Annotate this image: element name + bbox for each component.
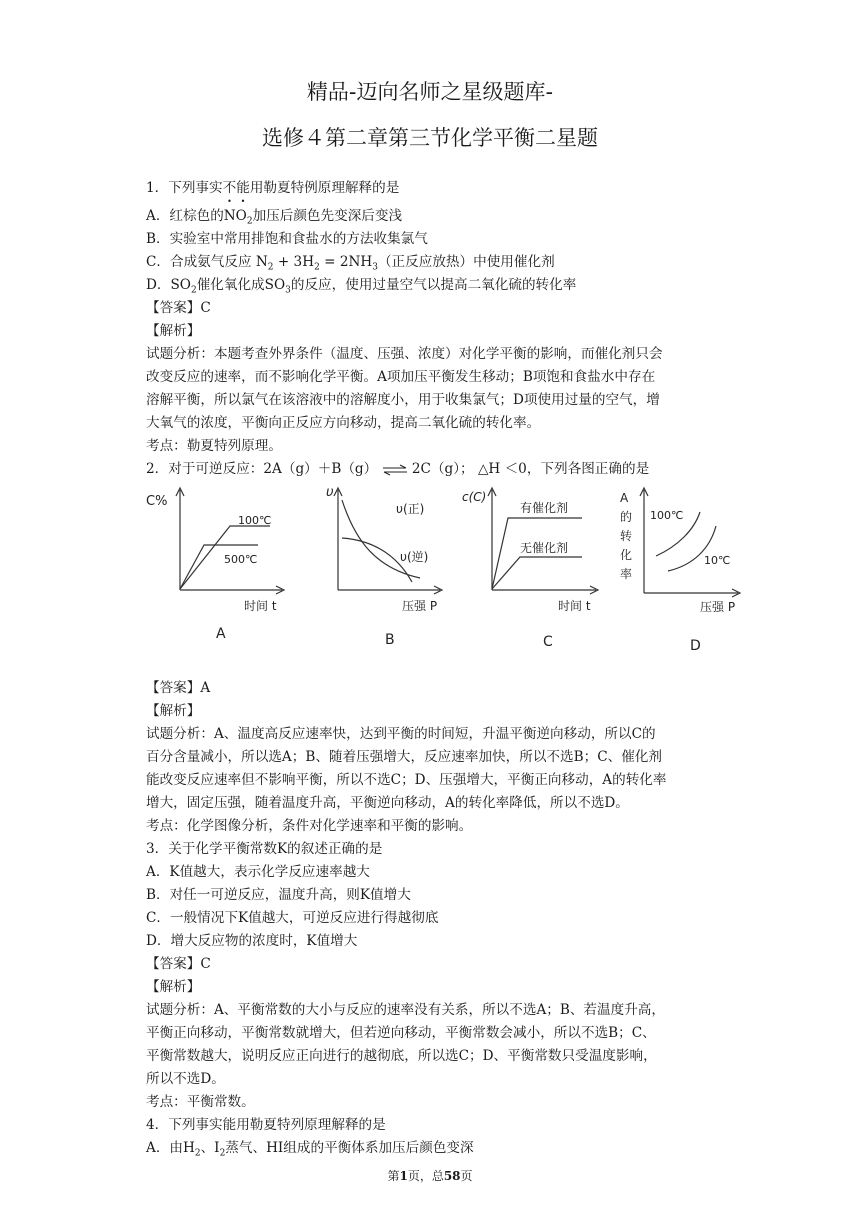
emphasis-dot: 能 xyxy=(236,180,250,196)
fig-d-ylabel: 转 xyxy=(620,529,633,543)
q1-analysis-line: 大氧气的浓度，平衡向正反应方向移动，提高二氧化硫的转化率。 xyxy=(146,415,541,431)
fig-c-label-cat: 有催化剂 xyxy=(520,501,569,515)
document-title: 精品-迈向名师之星级题库- xyxy=(306,80,554,104)
fig-d-ylabel: A xyxy=(620,491,629,505)
fig-b-caption: B xyxy=(385,632,395,648)
q3-option-d: D．增大反应物的浓度时，K值增大 xyxy=(146,933,358,949)
q3-analysis-line: 所以不选D。 xyxy=(146,1071,225,1087)
q1-option-b: B．实验室中常用排饱和食盐水的方法收集氯气 xyxy=(146,231,428,247)
fig-c-ylabel: c(C) xyxy=(462,490,487,504)
fig-c-label-nocat: 无催化剂 xyxy=(520,541,569,555)
fig-a-caption: A xyxy=(216,626,226,642)
q2-analysis-line: 能改变反应速率但不影响平衡，所以不选C；D、压强增大，平衡正向移动，A的转化率 xyxy=(146,772,667,788)
emphasis-dot: 不 xyxy=(222,180,237,196)
q3-option-a: A．K值越大，表示化学反应速率越大 xyxy=(146,864,370,880)
page-number: 1 xyxy=(399,1169,408,1183)
q1-analysis-line: 改变反应的速率，而不影响化学平衡。A项加压平衡发生移动；B项饱和食盐水中存在 xyxy=(146,369,656,385)
fig-a-label-100: 100℃ xyxy=(238,514,272,527)
q2-stem: 2．对于可逆反应：2A（g）＋B（g） 2C（g）； △H ＜0，下列各图正确的是 xyxy=(146,461,650,477)
q2-analysis-tag: 【解析】 xyxy=(146,703,201,719)
fig-b-xlabel: 压强 P xyxy=(402,599,438,613)
fig-d-ylabel: 的 xyxy=(620,510,633,524)
page-total: 58 xyxy=(443,1169,461,1183)
q1-analysis-line: 试题分析：本题考查外界条件（温度、压强、浓度）对化学平衡的影响，而催化剂只会 xyxy=(146,346,663,362)
figure-d xyxy=(620,488,740,654)
fig-d-label-10: 10℃ xyxy=(704,554,731,567)
q3-answer: 【答案】C xyxy=(146,956,211,972)
q3-point: 考点：平衡常数。 xyxy=(146,1094,255,1110)
q2-analysis-line: 增大，固定压强，随着温度升高，平衡逆向移动，A的转化率降低，所以不选D。 xyxy=(146,795,629,811)
fig-c-curve-nocat xyxy=(492,557,582,589)
fig-a-label-500: 500℃ xyxy=(224,553,258,566)
q2-answer: 【答案】A xyxy=(146,680,211,696)
q1-point: 考点：勒夏特列原理。 xyxy=(146,438,282,454)
fig-b-ylabel: υ xyxy=(326,485,334,500)
fig-d-label-100: 100℃ xyxy=(650,509,684,522)
figure-b xyxy=(326,485,442,648)
figure-a xyxy=(146,488,284,642)
q3-stem: 3．关于化学平衡常数K的叙述正确的是 xyxy=(146,841,383,857)
q1-analysis-line: 溶解平衡，所以氯气在该溶液中的溶解度小，用于收集氯气；D项使用过量的空气，增 xyxy=(146,392,660,408)
fig-a-curve-500 xyxy=(180,545,258,589)
q3-analysis-line: 试题分析：A、平衡常数的大小与反应的速率没有关系，所以不选A；B、若温度升高， xyxy=(146,1002,665,1018)
fig-b-label-reverse: υ(逆) xyxy=(400,550,429,564)
q3-analysis-line: 平衡正向移动，平衡常数就增大，但若逆向移动，平衡常数会减小，所以不选B；C、 xyxy=(146,1025,656,1041)
fig-d-caption: D xyxy=(690,638,701,654)
q1-option-c: C．合成氨气反应 $N_2 + 3H_2 = 2NH_3$（正反应放热）中使用催化剂 xyxy=(146,254,555,273)
q2-analysis-line: 试题分析：A、温度高反应速率快，达到平衡的时间短，升温平衡逆向移动，所以C的 xyxy=(146,726,656,742)
q2-point: 考点：化学图像分析，条件对化学速率和平衡的影响。 xyxy=(146,818,473,834)
q3-option-c: C．一般情况下K值越大，可逆反应进行得越彻底 xyxy=(146,910,439,926)
fig-a-xlabel: 时间 t xyxy=(244,599,277,613)
document-subtitle: 选修４第二章第三节化学平衡二星题 xyxy=(262,126,598,150)
fig-c-caption: C xyxy=(543,634,553,650)
fig-a-ylabel: C% xyxy=(146,494,168,509)
q3-analysis-tag: 【解析】 xyxy=(146,979,201,995)
fig-b-label-forward: υ(正) xyxy=(396,502,425,516)
q1-option-d: D．$SO_2$催化氧化成$SO_3$的反应，使用过量空气以提高二氧化硫的转化率 xyxy=(146,277,577,296)
q4-option-a: A．由$H_2$、$I_2$蒸气、HI组成的平衡体系加压后颜色变深 xyxy=(146,1140,474,1159)
fig-d-xlabel: 压强 P xyxy=(700,600,736,614)
q1-analysis-tag: 【解析】 xyxy=(146,323,201,339)
q3-analysis-line: 平衡常数越大，说明反应正向进行的越彻底，所以选C；D、平衡常数只受温度影响， xyxy=(146,1048,657,1064)
q3-option-b: B．对任一可逆反应，温度升高，则K值增大 xyxy=(146,887,411,903)
q4-stem: 4．下列事实能用勒夏特列原理解释的是 xyxy=(146,1117,386,1133)
q1-option-a: A．红棕色的$NO_2$加压后颜色先变深后变浅 xyxy=(146,208,403,227)
fig-d-ylabel: 率 xyxy=(620,567,633,581)
q1-answer: 【答案】C xyxy=(146,300,211,316)
q1-stem: 1．下列事实不能用勒夏特例原理解释的是 xyxy=(146,180,400,196)
fig-d-ylabel: 化 xyxy=(620,548,633,562)
figure-c xyxy=(462,488,598,650)
page-footer: 第1页，总58页 xyxy=(387,1169,473,1183)
q2-analysis-line: 百分含量减小，所以选A；B、随着压强增大，反应速率加快，所以不选B；C、催化剂 xyxy=(146,749,662,765)
fig-c-xlabel: 时间 t xyxy=(558,599,591,613)
